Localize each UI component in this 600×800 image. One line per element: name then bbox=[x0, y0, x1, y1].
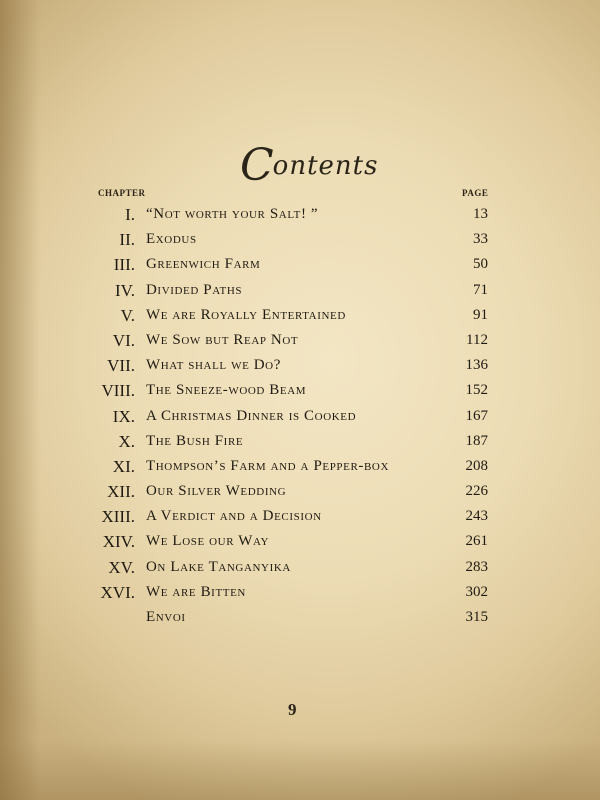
contents-entry bbox=[80, 504, 500, 529]
contents-entry bbox=[80, 378, 500, 403]
chapter-page: 112 bbox=[466, 331, 488, 348]
chapter-page: 136 bbox=[465, 357, 488, 374]
chapter-number: X. bbox=[118, 431, 135, 451]
contents-entry bbox=[80, 353, 500, 378]
chapter-page: 226 bbox=[465, 483, 488, 500]
title-initial: C bbox=[240, 140, 275, 191]
chapter-page: 33 bbox=[473, 231, 488, 248]
contents-entry bbox=[80, 555, 500, 580]
chapter-page: 71 bbox=[473, 281, 488, 298]
chapter-title: Greenwich Farm bbox=[146, 256, 261, 273]
contents-entry bbox=[80, 278, 500, 303]
chapter-number: IX. bbox=[112, 406, 135, 426]
chapter-page: 91 bbox=[473, 306, 488, 323]
chapter-title: The Sneeze-wood Beam bbox=[146, 382, 307, 399]
chapter-number: II. bbox=[119, 230, 135, 250]
chapter-title: Envoi bbox=[146, 609, 186, 625]
contents-entry bbox=[80, 202, 500, 227]
chapter-title: We Lose our Way bbox=[146, 533, 270, 550]
contents-entry bbox=[80, 580, 500, 605]
chapter-column-header: CHAPTER bbox=[98, 188, 146, 198]
chapter-number: V. bbox=[120, 305, 135, 325]
title-rest: ontents bbox=[272, 151, 379, 181]
contents-entry bbox=[80, 252, 500, 277]
chapter-title: On Lake Tanganyika bbox=[146, 558, 291, 575]
chapter-number: XVI. bbox=[100, 582, 135, 602]
chapter-page: 50 bbox=[473, 256, 488, 273]
contents-list bbox=[80, 202, 500, 630]
chapter-page: 261 bbox=[465, 533, 488, 550]
chapter-number: IV. bbox=[115, 280, 135, 300]
chapter-page: 302 bbox=[465, 583, 488, 600]
chapter-title: Thompson’s Farm and a Pepper-box bbox=[146, 457, 390, 474]
chapter-page: 167 bbox=[465, 407, 488, 424]
chapter-number: XV. bbox=[108, 557, 135, 577]
contents-entry bbox=[80, 529, 500, 554]
chapter-number: VIII. bbox=[101, 381, 135, 401]
chapter-title: A Verdict and a Decision bbox=[146, 508, 322, 525]
chapter-number: I. bbox=[125, 205, 135, 224]
chapter-title: Our Silver Wedding bbox=[146, 483, 287, 500]
chapter-number: XIV. bbox=[102, 532, 135, 552]
chapter-number: VII. bbox=[107, 356, 135, 376]
chapter-title: Exodus bbox=[146, 231, 197, 248]
contents-entry bbox=[80, 227, 500, 252]
contents-entry bbox=[80, 605, 500, 630]
chapter-number: XIII. bbox=[101, 507, 135, 527]
page-column-header: PAGE bbox=[462, 188, 489, 198]
contents-entry bbox=[80, 328, 500, 353]
chapter-title: We are Royally Entertained bbox=[146, 306, 346, 323]
chapter-page: 13 bbox=[473, 206, 488, 222]
chapter-title: We are Bitten bbox=[146, 583, 246, 600]
contents-entry bbox=[80, 303, 500, 328]
chapter-number: XI. bbox=[112, 456, 135, 476]
chapter-title: “Not worth your Salt! ” bbox=[146, 206, 319, 222]
page-number: 9 bbox=[288, 700, 297, 719]
chapter-title: We Sow but Reap Not bbox=[146, 331, 299, 348]
chapter-page: 208 bbox=[465, 457, 488, 474]
chapter-page: 243 bbox=[465, 508, 488, 525]
contents-entry bbox=[80, 429, 500, 454]
chapter-number: VI. bbox=[112, 330, 135, 350]
chapter-title: Divided Paths bbox=[146, 281, 243, 298]
chapter-title: A Christmas Dinner is Cooked bbox=[146, 407, 357, 424]
contents-entry bbox=[80, 454, 500, 479]
contents-title bbox=[240, 140, 379, 191]
chapter-number: III. bbox=[113, 255, 135, 275]
contents-entry bbox=[80, 404, 500, 429]
chapter-page: 187 bbox=[465, 432, 488, 449]
chapter-page: 283 bbox=[465, 558, 488, 575]
contents-entry bbox=[80, 479, 500, 504]
chapter-title: The Bush Fire bbox=[146, 432, 244, 449]
chapter-page: 315 bbox=[465, 609, 488, 625]
chapter-page: 152 bbox=[465, 382, 488, 399]
chapter-title: What shall we Do? bbox=[146, 357, 281, 374]
chapter-number: XII. bbox=[107, 482, 135, 502]
